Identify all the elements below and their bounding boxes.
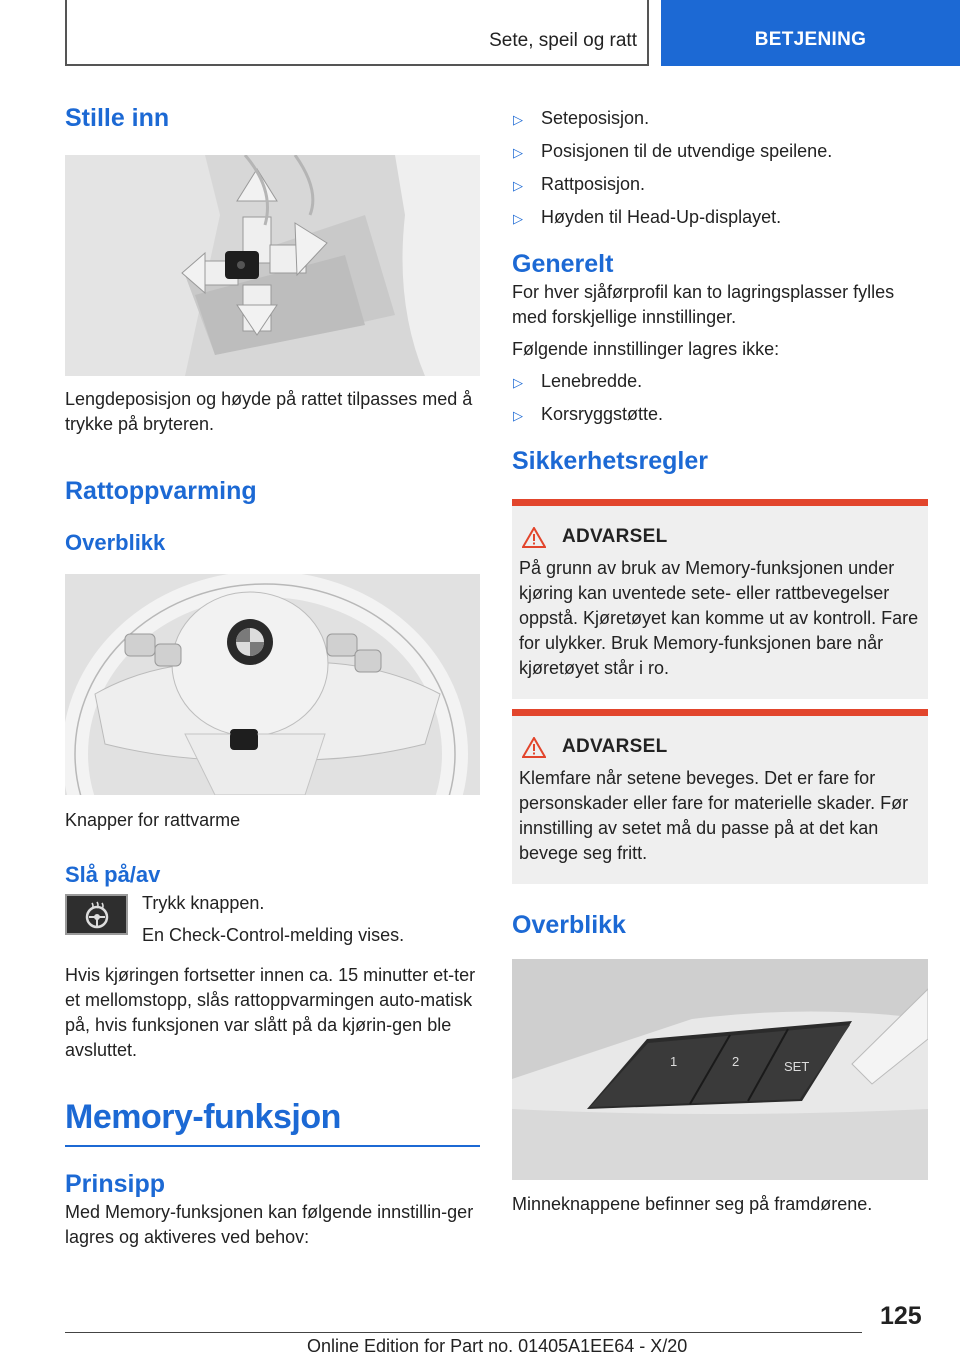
- bullet-triangle-icon: ▷: [513, 145, 523, 160]
- warning-triangle-icon: [522, 737, 546, 758]
- prinsipp-heading: Prinsipp: [65, 1170, 166, 1198]
- memory-button-1: 1: [670, 1054, 678, 1069]
- sla-heading: Slå på/av: [65, 862, 161, 887]
- warning-box-1: [512, 499, 928, 699]
- list-item: ▷ Posisjonen til de utvendige speilene.: [512, 139, 928, 165]
- steering-adjust-image: [65, 155, 480, 376]
- warning-text-1: På grunn av bruk av Memory-funksjonen under kjøring kan uventede sete- eller rattbevegelser oppstå. Kjøretøyet kan komme ut av kontroll. Fare for ulykker. Bruk Memory-funksjonen bare når kjøretøyet står i ro.: [519, 558, 919, 678]
- memory-buttons-image: [512, 959, 928, 1180]
- warning-text-2: Klemfare når setene beveges. Det er fare for personskader eller fare for materielle skader. Før innstilling av setet må du passe på at det kan bevege seg fritt.: [519, 768, 909, 863]
- bullet-triangle-icon: ▷: [513, 211, 523, 226]
- overblikk-heading-right: Overblikk: [512, 911, 626, 939]
- footer-edition[interactable]: Online Edition for Part no. 01405A1EE64 - X/20: [307, 1336, 688, 1356]
- warning-triangle-icon: [522, 527, 546, 548]
- bullet-triangle-icon: ▷: [513, 112, 523, 127]
- list-item: ▷ Rattposisjon.: [512, 172, 928, 198]
- settings-list: [512, 106, 928, 231]
- auto-paragraph: Hvis kjøringen fortsetter innen ca. 15 minutter et-ter et mellomstopp, slås rattoppvarmingen auto-matisk på, hvis funksjonen var slått på da kjørin-gen ble avsluttet.: [65, 965, 476, 1060]
- generelt-text: For hver sjåførprofil kan to lagringsplasser fylles med forskjellige innstillinger.: [512, 282, 895, 327]
- not-saved-list: [512, 369, 928, 428]
- sikkerhet-heading: Sikkerhetsregler: [512, 447, 708, 475]
- list-item: ▷ Seteposisjon.: [512, 106, 928, 132]
- warning-box-2: [512, 709, 928, 884]
- warning-label-1: ADVARSEL: [562, 526, 668, 547]
- stille-inn-caption: Lengdeposisjon og høyde på rattet tilpasses med å trykke på bryteren.: [65, 389, 473, 434]
- wheel-caption: Knapper for rattvarme: [65, 810, 241, 830]
- header-section-title: Sete, speil og ratt: [489, 30, 637, 51]
- heating-button-row: [65, 891, 480, 948]
- footer-rule: [65, 1332, 862, 1333]
- overblikk-heading-left: Overblikk: [65, 530, 166, 555]
- rattoppvarming-heading: Rattoppvarming: [65, 477, 257, 505]
- stille-inn-heading: Stille inn: [65, 104, 170, 132]
- page-number: 125: [880, 1302, 922, 1330]
- steering-wheel-image: [65, 574, 480, 795]
- generelt-heading: Generelt: [512, 250, 614, 278]
- memory-caption: Minneknappene befinner seg på framdørene.: [512, 1194, 873, 1214]
- bullet-triangle-icon: ▷: [513, 408, 523, 423]
- memory-button-2: 2: [732, 1054, 740, 1069]
- memory-heading-rule: [65, 1145, 480, 1147]
- steering-heat-icon: [65, 894, 128, 935]
- sla-line1: Trykk knappen.: [142, 893, 265, 913]
- bullet-triangle-icon: ▷: [513, 178, 523, 193]
- list-item: ▷ Høyden til Head-Up-displayet.: [512, 205, 928, 231]
- left-column: [65, 98, 480, 1250]
- bullet-triangle-icon: ▷: [513, 375, 523, 390]
- prinsipp-text: Med Memory-funksjonen kan følgende innstillin-ger lagres og aktiveres ved behov:: [65, 1202, 474, 1247]
- memory-button-set: SET: [784, 1059, 810, 1074]
- warning-label-2: ADVARSEL: [562, 736, 668, 757]
- sla-line2: En Check-Control-melding vises.: [142, 925, 405, 945]
- list-item: ▷ Korsryggstøtte.: [512, 402, 928, 428]
- header-chapter-tab[interactable]: BETJENING: [661, 0, 960, 66]
- ikke-text: Følgende innstillinger lagres ikke:: [512, 339, 780, 359]
- list-item: ▷ Lenebredde.: [512, 369, 928, 395]
- right-column: [512, 98, 928, 1217]
- memory-heading: Memory-funksjon: [65, 1098, 341, 1136]
